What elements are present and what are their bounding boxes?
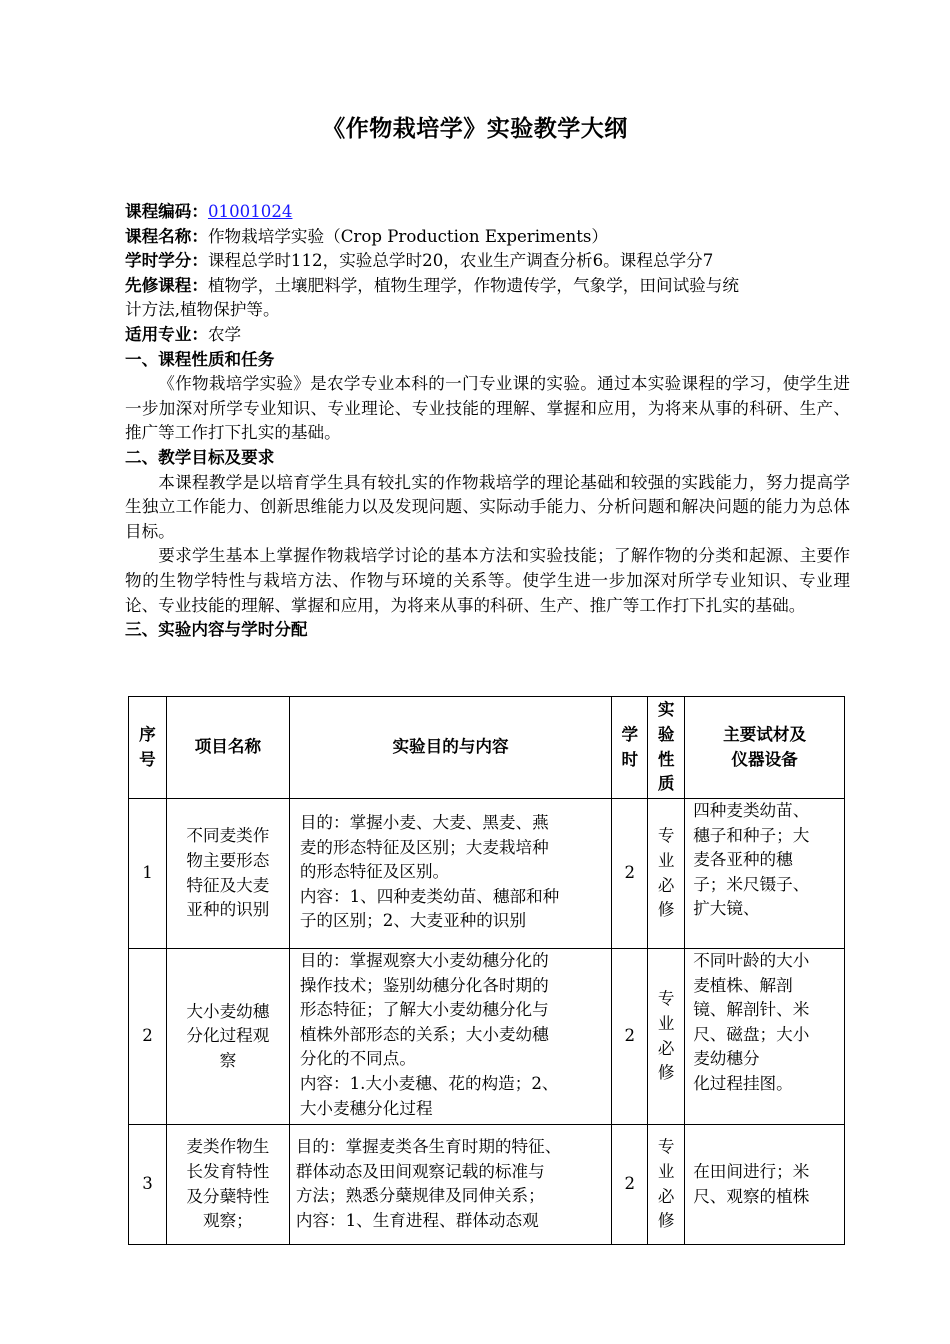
course-name-line	[125, 225, 850, 250]
section-2-paragraph-2: 要求学生基本上掌握作物栽培学讨论的基本方法和实验技能；了解作物的分类和起源、主要作物的生物学特性与栽培方法、作物与环境的关系等。使学生进一步加深对所学专业知识、专业理论、专业技能的理解、掌握和应用，为将来从事的科研、生产、推广等工作打下扎实的基础。	[125, 546, 850, 615]
course-name-label: 课程名称：	[125, 226, 208, 246]
section-1-paragraph: 《作物栽培学实验》是农学专业本科的一门专业课的实验。通过本实验课程的学习，使学生进一步加深对所学专业知识、专业理论、专业技能的理解、掌握和应用，为将来从事的科研、生产、推广等工作打下扎实的基础。	[125, 374, 850, 443]
row-1-nature: 专 业 必 修	[648, 799, 685, 949]
row-2-hours: 2	[612, 949, 648, 1125]
row-1-content: 目的：掌握小麦、大麦、黑麦、燕 麦的形态特征及区别；大麦栽培种 的形态特征及区别。 内容：1、四种麦类幼苗、穗部和种 子的区别；2、大麦亚种的识别	[289, 799, 611, 949]
section-2-paragraph-1: 本课程教学是以培育学生具有较扎实的作物栽培学的理论基础和较强的实践能力，努力提高学生独立工作能力、创新思维能力以及发现问题、实际动手能力、分析问题和解决问题的能力为总体目标。	[125, 472, 850, 541]
row-2-content: 目的：掌握观察大小麦幼穗分化的 操作技术；鉴别幼穗分化各时期的 形态特征；了解大小麦幼穗分化与 植株外部形态的关系；大小麦幼穗 分化的不同点。 内容：1.大小麦穗、花的构造；2、 大小麦穗分化过程	[289, 949, 611, 1125]
table-row	[129, 949, 845, 1125]
section-2-title: 二、教学目标及要求	[125, 447, 275, 467]
table-row	[129, 1125, 845, 1245]
table-row	[129, 799, 845, 949]
header-content: 实验目的与内容	[289, 697, 611, 799]
document-body	[125, 200, 850, 643]
course-code-label: 课程编码：	[125, 202, 208, 221]
row-3-equipment: 在田间进行；米 尺、观察的植株	[685, 1125, 845, 1245]
prereq-value-1: 植物学，土壤肥料学，植物生理学，作物遗传学，气象学，田间试验与统	[207, 275, 739, 295]
row-1-equipment: 四种麦类幼苗、 穗子和种子；大 麦各亚种的穗 子；米尺镊子、 扩大镜、	[685, 799, 845, 949]
course-code-link[interactable]: 01001024	[207, 202, 293, 221]
major-line	[125, 323, 850, 348]
major-label: 适用专业：	[125, 324, 208, 344]
header-nature: 实 验 性 质	[648, 697, 685, 799]
row-2-name: 大小麦幼穗 分化过程观 察	[166, 949, 289, 1125]
major-value: 农学	[207, 324, 242, 344]
page-title: 《作物栽培学》实验教学大纲	[322, 116, 628, 142]
header-no: 序 号	[129, 697, 167, 799]
hours-credits-value: 课程总学时112，实验总学时20，农业生产调查分析6。课程总学分7	[207, 251, 714, 271]
header-project-name: 项目名称	[166, 697, 289, 799]
prereq-line	[125, 274, 850, 299]
row-3-nature: 专 业 必 修	[648, 1125, 685, 1245]
course-name-value: 作物栽培学实验（Crop Production Experiments）	[207, 226, 609, 246]
experiment-table	[128, 696, 845, 1245]
hours-credits-line	[125, 249, 850, 274]
row-3-name: 麦类作物生 长发育特性 及分蘖特性 观察；	[166, 1125, 289, 1245]
table-header-row	[129, 697, 845, 799]
hours-credits-label: 学时学分：	[125, 251, 208, 271]
row-3-no: 3	[129, 1125, 167, 1245]
section-3-title: 三、实验内容与学时分配	[125, 620, 308, 640]
row-3-content: 目的：掌握麦类各生育时期的特征、 群体动态及田间观察记载的标准与 方法；熟悉分蘖规律及同伸关系； 内容：1、生育进程、群体动态观	[289, 1125, 611, 1245]
row-1-no: 1	[129, 799, 167, 949]
course-code-line	[125, 200, 850, 225]
row-1-name: 不同麦类作 物主要形态 特征及大麦 亚种的识别	[166, 799, 289, 949]
header-equipment: 主要试材及 仪器设备	[685, 697, 845, 799]
header-hours: 学 时	[612, 697, 648, 799]
row-1-hours: 2	[612, 799, 648, 949]
row-2-nature: 专 业 必 修	[648, 949, 685, 1125]
prereq-value-2: 计方法,植物保护等。	[125, 300, 280, 320]
row-2-equipment: 不同叶龄的大小 麦植株、解剖 镜、解剖针、米 尺、磁盘；大小 麦幼穗分 化过程挂图。	[685, 949, 845, 1125]
row-2-no: 2	[129, 949, 167, 1125]
section-1-title: 一、课程性质和任务	[125, 349, 275, 369]
prereq-label: 先修课程：	[125, 275, 208, 295]
row-3-hours: 2	[612, 1125, 648, 1245]
